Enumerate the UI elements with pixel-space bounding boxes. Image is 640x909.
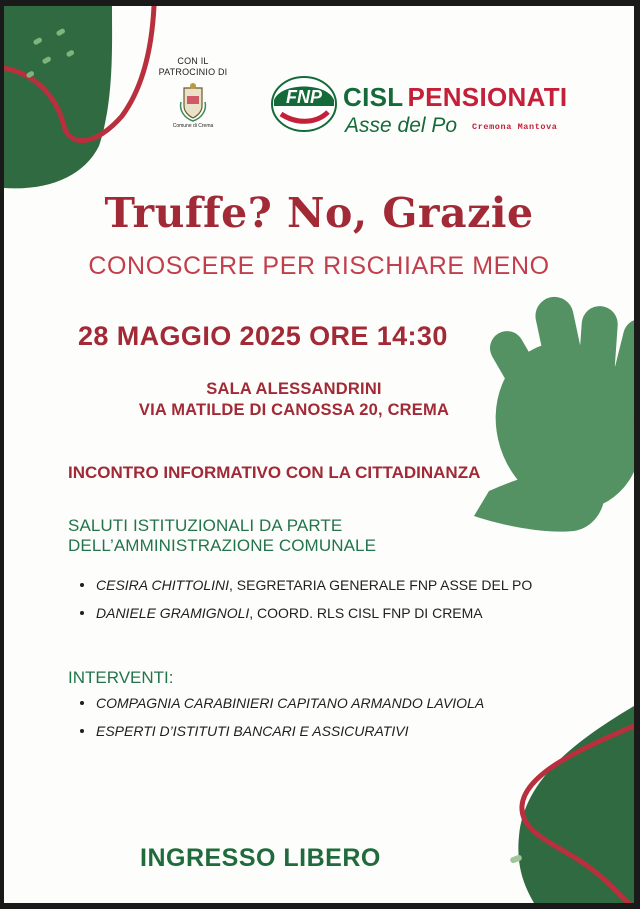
event-subtitle: CONOSCERE PER RISCHIARE MENO [88, 252, 550, 280]
decorative-shapes [4, 6, 634, 903]
greetings-line-1: SALUTI ISTITUZIONALI DA PARTE [68, 516, 343, 535]
town-crest-icon [178, 82, 208, 122]
poster [4, 6, 634, 903]
intervention-text: COMPAGNIA CARABINIERI CAPITANO ARMANDO LAVIOLA [96, 695, 485, 711]
greetings [68, 516, 376, 556]
cisl-pensionati [343, 82, 567, 112]
cisl-text: CISL [343, 82, 404, 112]
list-item [78, 604, 532, 622]
intervention-text: ESPERTI D’ISTITUTI BANCARI E ASSICURATIVI [96, 723, 409, 739]
speaker-role: , COORD. RLS CISL FNP DI CREMA [249, 605, 483, 621]
venue-name: SALA ALESSANDRINI [206, 380, 382, 398]
hand-print-icon [474, 293, 634, 531]
speaker-name: CESIRA CHITTOLINI [96, 577, 230, 593]
event-venue [104, 379, 484, 421]
cities-text: Cremona Mantova [472, 122, 558, 132]
speaker-role: , SEGRETARIA GENERALE FNP ASSE DEL PO [229, 577, 533, 593]
list-item [78, 576, 532, 594]
patronage-block [154, 56, 232, 129]
speakers-list [78, 576, 532, 632]
list-item [78, 694, 484, 712]
patronage-text-1: CON IL [177, 56, 209, 66]
venue-address: VIA MATILDE DI CANOSSA 20, CREMA [138, 401, 450, 419]
interventions-list [78, 694, 484, 750]
event-title: Truffe? No, Grazie [104, 189, 534, 237]
asse-del-po: Asse del Po [345, 114, 458, 137]
event-info: INCONTRO INFORMATIVO CON LA CITTADINANZA [68, 463, 481, 482]
event-datetime: 28 MAGGIO 2025 ORE 14:30 [78, 321, 448, 351]
interventions-label: INTERVENTI: [68, 668, 174, 687]
greetings-line-2: DELL’AMMINISTRAZIONE COMUNALE [68, 536, 377, 555]
speaker-name: DANIELE GRAMIGNOLI [96, 605, 250, 621]
patronage-text-2: PATROCINIO DI [158, 67, 228, 77]
free-entry: INGRESSO LIBERO [140, 844, 381, 872]
fnp-logo-text: FNP [286, 87, 322, 107]
crest-caption: Comune di Crema [172, 123, 214, 129]
pensionati-text: PENSIONATI [407, 82, 568, 112]
list-item [78, 722, 484, 740]
fnp-logo-icon [271, 76, 337, 134]
